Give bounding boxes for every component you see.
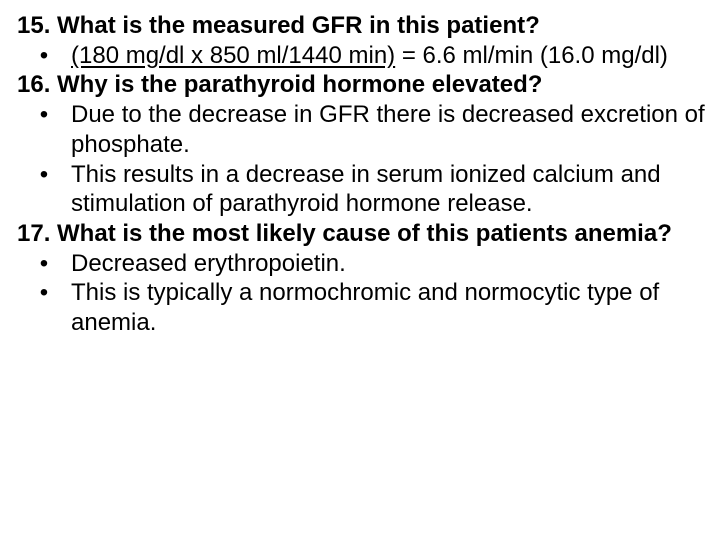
slide-content	[17, 11, 707, 338]
bullet-text: This results in a decrease in serum ionized calcium and stimulation of parathyroid hormone release.	[71, 160, 661, 218]
bullet-icon: •	[39, 249, 49, 277]
gfr-formula: (180 mg/dl x 850 ml/1440 min)	[71, 41, 396, 69]
question-17: 17. What is the most likely cause of this patients anemia?	[17, 219, 672, 247]
answer-16-bullet-2	[17, 160, 707, 219]
answer-15-bullet	[17, 41, 707, 71]
question-16: 16. Why is the parathyroid hormone elevated?	[17, 71, 543, 99]
answer-17-bullet-2	[17, 278, 707, 337]
bullet-text: Decreased erythropoietin.	[71, 249, 346, 277]
bullet-text: This is typically a normochromic and normocytic type of anemia.	[71, 279, 660, 337]
answer-16-bullet-1	[17, 100, 707, 159]
bullet-icon: •	[39, 41, 49, 69]
answer-17-bullet-1	[17, 249, 707, 279]
gfr-result: = 6.6 ml/min (16.0 mg/dl)	[395, 41, 668, 69]
bullet-icon: •	[39, 101, 49, 129]
bullet-icon: •	[39, 279, 49, 307]
bullet-text: Due to the decrease in GFR there is decreased excretion of phosphate.	[71, 101, 705, 158]
question-15: 15. What is the measured GFR in this patient?	[17, 12, 540, 39]
bullet-icon: •	[39, 160, 49, 188]
